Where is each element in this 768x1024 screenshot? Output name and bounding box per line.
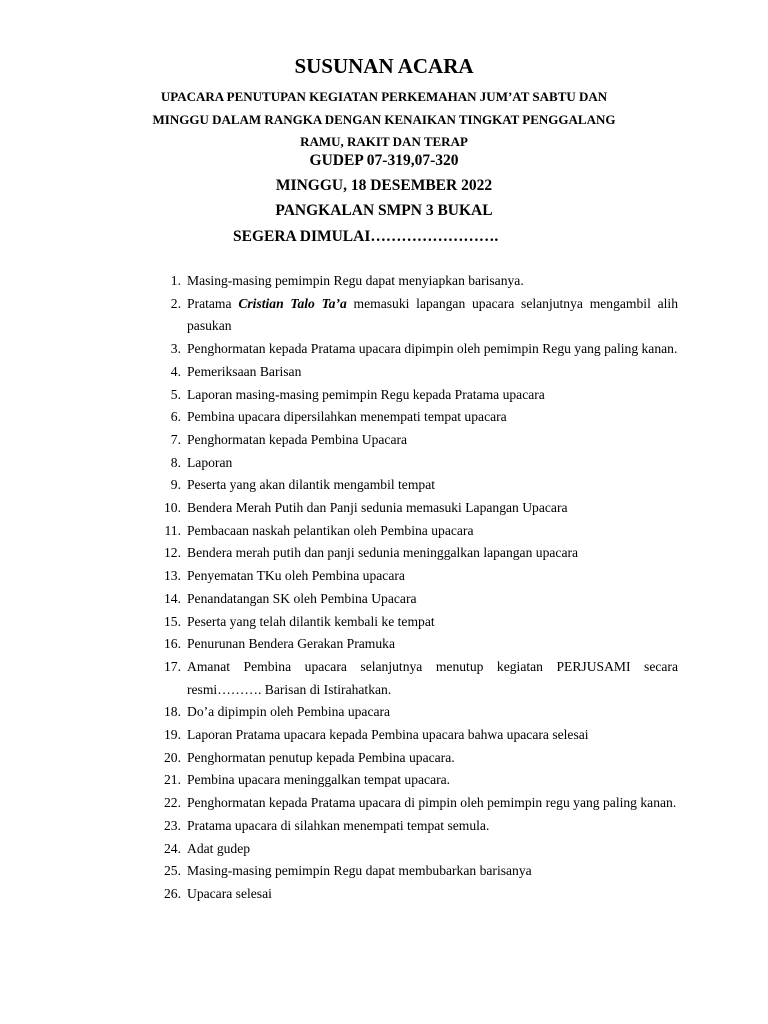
agenda-item-text-post: memasuki lapangan upacara selanjutnya mengambil alih pasukan xyxy=(187,295,679,334)
document-title: SUSUNAN ACARA xyxy=(294,54,474,78)
subtitle-line: MINGGU DALAM RANGKA DENGAN KENAIKAN TINGKAT PENGGALANG xyxy=(152,111,616,127)
subtitle-line: RAMU, RAKIT DAN TERAP xyxy=(300,134,468,149)
agenda-item-number-text: 4. xyxy=(170,363,181,379)
pratama-name: Cristian Talo Ta’a xyxy=(238,295,347,311)
agenda-item xyxy=(140,792,678,815)
agenda-item-text: Masing-masing pemimpin Regu dapat menyiapkan barisanya. xyxy=(187,273,524,288)
agenda-item-number-text: 14. xyxy=(164,590,181,606)
agenda-item-number xyxy=(140,792,181,815)
agenda-item-number xyxy=(140,769,181,792)
agenda-item-number xyxy=(140,656,181,701)
agenda-item-number-text: 20. xyxy=(164,749,181,765)
agenda-item xyxy=(140,701,678,724)
agenda-item-text: Peserta yang akan dilantik mengambil tempat xyxy=(187,477,436,493)
gudep-line: GUDEP 07-319,07-320 xyxy=(309,152,459,169)
agenda-item-number xyxy=(140,838,181,861)
agenda-item xyxy=(140,429,678,452)
agenda-item-text: Penandatangan SK oleh Pembina Upacara xyxy=(187,590,417,606)
agenda-item-number xyxy=(140,520,181,543)
agenda-item-text: Upacara selesai xyxy=(187,885,272,901)
agenda-item-number xyxy=(140,384,181,407)
agenda-item-number-text: 15. xyxy=(164,613,181,629)
agenda-item-text: Bendera merah putih dan panji sedunia meninggalkan lapangan upacara xyxy=(187,545,579,561)
agenda-item-text: Pratama upacara di silahkan menempati tempat semula. xyxy=(187,817,490,833)
agenda-item-number xyxy=(140,361,181,384)
agenda-item-number xyxy=(140,611,181,634)
event-subtitle xyxy=(110,86,658,154)
agenda-item xyxy=(140,656,678,701)
agenda-item-number-text: 19. xyxy=(164,727,181,743)
agenda-item-number-text: 23. xyxy=(164,817,181,833)
agenda-item-number-text: 9. xyxy=(170,477,181,493)
agenda-item-number xyxy=(140,293,181,338)
place-line: PANGKALAN SMPN 3 BUKAL xyxy=(275,202,493,219)
agenda-item-number-text: 2. xyxy=(170,295,181,311)
agenda-item xyxy=(140,406,678,429)
agenda-list xyxy=(140,270,678,906)
agenda-item-number xyxy=(140,588,181,611)
agenda-item-number xyxy=(140,452,181,475)
agenda-item-number xyxy=(140,270,181,293)
agenda-item-text: Pembacaan naskah pelantikan oleh Pembina upacara xyxy=(187,522,474,538)
agenda-item-number-text: 21. xyxy=(164,772,181,788)
agenda-item xyxy=(140,883,678,906)
agenda-item-number xyxy=(140,474,181,497)
agenda-item-number-text: 8. xyxy=(170,454,181,470)
agenda-item-number xyxy=(140,747,181,770)
agenda-item-number-text: 26. xyxy=(164,885,181,901)
agenda-item-number xyxy=(140,497,181,520)
agenda-item xyxy=(140,384,678,407)
agenda-item-number-text: 7. xyxy=(170,431,181,447)
agenda-item-text: Penurunan Bendera Gerakan Pramuka xyxy=(187,636,395,652)
agenda-item-text: Peserta yang telah dilantik kembali ke tempat xyxy=(187,613,435,629)
agenda-item-text: Laporan xyxy=(187,454,233,470)
agenda-item-text: Penyematan TKu oleh Pembina upacara xyxy=(187,568,405,584)
agenda-item-text xyxy=(181,293,678,338)
agenda-item-text: Pembina upacara dipersilahkan menempati tempat upacara xyxy=(187,409,507,425)
agenda-item-text: Pemeriksaan Barisan xyxy=(187,363,302,379)
agenda-item-number-text: 5. xyxy=(170,386,181,402)
agenda-item-text: Pembina upacara meninggalkan tempat upacara. xyxy=(187,772,451,788)
date-line: MINGGU, 18 DESEMBER 2022 xyxy=(275,177,493,194)
agenda-item-number xyxy=(140,429,181,452)
agenda-item xyxy=(140,588,678,611)
agenda-item xyxy=(140,747,678,770)
agenda-item-number-text: 25. xyxy=(164,863,181,879)
agenda-item-text: Bendera Merah Putih dan Panji sedunia memasuki Lapangan Upacara xyxy=(187,500,568,516)
agenda-item-number-text: 1. xyxy=(170,273,181,288)
agenda-item-text: Adat gudep xyxy=(187,840,251,856)
agenda-item-number xyxy=(140,565,181,588)
agenda-item xyxy=(140,815,678,838)
agenda-item-number-text: 12. xyxy=(164,545,181,561)
agenda-item xyxy=(140,542,678,565)
agenda-item-number-text: 11. xyxy=(164,522,181,538)
agenda-item-text-pre: Pratama xyxy=(187,295,239,311)
agenda-item-number xyxy=(140,701,181,724)
agenda-item-number-text: 24. xyxy=(164,840,181,856)
agenda-item xyxy=(140,633,678,656)
agenda-item xyxy=(140,838,678,861)
agenda-item-number xyxy=(140,815,181,838)
agenda-item-number xyxy=(140,542,181,565)
agenda-item xyxy=(140,769,678,792)
start-line: SEGERA DIMULAI……………………. xyxy=(233,228,499,245)
agenda-item-text: Penghormatan kepada Pratama upacara dipimpin oleh pemimpin Regu yang paling kanan. xyxy=(187,341,678,357)
agenda-item-number-text: 13. xyxy=(164,568,181,584)
agenda-item-number-text: 16. xyxy=(164,636,181,652)
agenda-item-text: Laporan masing-masing pemimpin Regu kepada Pratama upacara xyxy=(187,386,545,402)
agenda-item-text: Penghormatan penutup kepada Pembina upacara. xyxy=(187,749,455,765)
agenda-item xyxy=(140,611,678,634)
agenda-item xyxy=(140,338,678,361)
agenda-item-number-text: 3. xyxy=(170,341,181,357)
agenda-item-text: Penghormatan kepada Pratama upacara di pimpin oleh pemimpin regu yang paling kanan. xyxy=(187,795,677,811)
agenda-item-number xyxy=(140,883,181,906)
agenda-item-number xyxy=(140,406,181,429)
agenda-item xyxy=(140,520,678,543)
subtitle-line: UPACARA PENUTUPAN KEGIATAN PERKEMAHAN JUM’AT SABTU DAN xyxy=(160,89,608,104)
agenda-item-number xyxy=(140,633,181,656)
agenda-item-text: Do’a dipimpin oleh Pembina upacara xyxy=(187,704,391,720)
agenda-item-text: Amanat Pembina upacara selanjutnya menutup kegiatan PERJUSAMI secara resmi………. Barisan di Istirahatkan. xyxy=(187,658,678,697)
agenda-item-number xyxy=(140,338,181,361)
agenda-item-number xyxy=(140,860,181,883)
agenda-item-text: Masing-masing pemimpin Regu dapat membubarkan barisanya xyxy=(187,863,532,879)
agenda-item-number-text: 6. xyxy=(170,409,181,425)
agenda-item xyxy=(140,565,678,588)
agenda-item xyxy=(140,361,678,384)
agenda-item xyxy=(140,293,678,338)
agenda-item xyxy=(140,474,678,497)
agenda-item xyxy=(140,452,678,475)
agenda-item-number-text: 18. xyxy=(164,704,181,720)
agenda-item-number xyxy=(140,724,181,747)
agenda-item-number-text: 10. xyxy=(164,500,181,516)
agenda-item-number-text: 22. xyxy=(164,795,181,811)
agenda-item xyxy=(140,860,678,883)
agenda-item-text: Penghormatan kepada Pembina Upacara xyxy=(187,431,408,447)
agenda-item xyxy=(140,270,678,293)
agenda-item xyxy=(140,497,678,520)
agenda-item xyxy=(140,724,678,747)
agenda-item-text: Laporan Pratama upacara kepada Pembina upacara bahwa upacara selesai xyxy=(187,727,589,743)
agenda-item-number-text: 17. xyxy=(164,658,181,674)
